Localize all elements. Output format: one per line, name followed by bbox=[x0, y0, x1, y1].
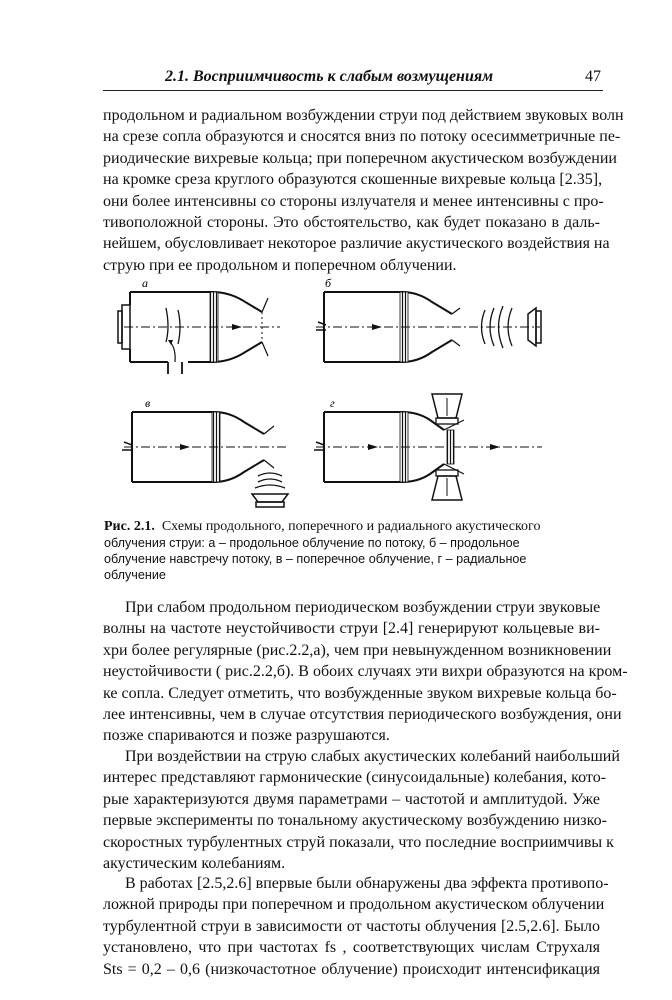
panel-v-diagram bbox=[122, 396, 288, 507]
panel-label-v: в bbox=[145, 396, 151, 410]
text-line: тивоположной стороны. Это обстоятельство, как будет показано в даль- bbox=[103, 214, 600, 232]
text-line: нейшем, обусловливает некоторое различие акустического воздействия на bbox=[103, 235, 610, 253]
text-line: на кромке среза круглого образуются скошенные вихревые кольца [2.35], bbox=[103, 171, 603, 189]
text-line: риодические вихревые кольца; при поперечном акустическом возбуждении bbox=[103, 149, 617, 167]
text-line: При слабом продольном периодическом возбуждении струи звуковые bbox=[125, 599, 601, 616]
paragraph-intro bbox=[103, 105, 624, 276]
paragraph-3 bbox=[103, 746, 620, 874]
text-line: волны на частоте неустойчивости струи [2.4] генерируют кольцевые ви- bbox=[103, 620, 600, 638]
text-line: они более интенсивны со стороны излучателя и менее интенсивны с про- bbox=[103, 192, 604, 210]
text-line: лее интенсивны, чем в случае отсутствия периодического возбуждения, они bbox=[103, 706, 622, 724]
running-title: 2.1. Восприимчивость к слабым возмущениям bbox=[165, 68, 494, 85]
caption-line: облучение навстречу потоку, в – поперечное облучение, г – радиальное bbox=[104, 552, 527, 566]
figure-caption bbox=[104, 518, 600, 583]
caption-label: Рис. 2.1. bbox=[104, 519, 155, 534]
text-line: первые эксперименты по тональному акустическому возбуждению низко- bbox=[103, 812, 607, 830]
text-line: турбулентной струи в зависимости от частоты облучения [2.5,2.6]. Было bbox=[103, 917, 600, 935]
panel-label-b: б bbox=[325, 276, 332, 290]
figure-2-1 bbox=[110, 270, 565, 510]
caption-line: облучение bbox=[104, 568, 166, 582]
paragraph-2 bbox=[103, 597, 628, 747]
paragraph-4 bbox=[103, 873, 609, 980]
text-line: продольном и радиальном возбуждении струи под действием звуковых волн bbox=[103, 107, 624, 124]
text-line: интерес представляют гармонические (синусоидальные) колебания, кото- bbox=[103, 769, 607, 787]
text-line: скоростных турбулентных струй показали, что последние восприимчивы к bbox=[103, 833, 614, 851]
page-number: 47 bbox=[585, 68, 601, 85]
panel-label-g: г bbox=[330, 396, 335, 410]
panel-label-a: а bbox=[142, 276, 148, 290]
caption-line: Схемы продольного, поперечного и радиального акустического bbox=[161, 519, 541, 534]
running-header bbox=[103, 64, 603, 91]
text-line: струю при ее продольном и поперечном облучении. bbox=[103, 256, 457, 274]
text-line: акустическим колебаниям. bbox=[103, 855, 286, 873]
text-line: ке сопла. Следует отметить, что возбужденные звуком вихревые кольца бо- bbox=[103, 684, 617, 702]
text-line: позже спариваются и позже разрушаются. bbox=[103, 727, 390, 745]
text-line: В работах [2.5,2.6] впервые были обнаружены два эффекта противопо- bbox=[125, 875, 609, 892]
text-line: установлено, что при частотах fs , соответствующих числам Струхаля bbox=[103, 939, 600, 957]
panel-g-diagram bbox=[314, 394, 542, 500]
panel-a-diagram bbox=[118, 276, 280, 374]
text-line: хри более регулярные (рис.2.2,а), чем при невынужденном возникновении bbox=[103, 641, 612, 659]
caption-line: облучения струи: а – продольное облучение по потоку, б – продольное bbox=[104, 536, 520, 550]
text-line: неустойчивости ( рис.2.2,б). В обоих случаях эти вихри образуются на кром- bbox=[103, 663, 628, 681]
text-line: При воздействии на струю слабых акустических колебаний наибольший bbox=[125, 748, 620, 765]
panel-b-diagram bbox=[316, 276, 541, 362]
text-line: Sts = 0,2 – 0,6 (низкочастотное облучение) происходит интенсификация bbox=[103, 960, 600, 978]
text-line: ложной природы при поперечном и продольном акустическом облучении bbox=[103, 896, 605, 914]
text-line: рые характеризуются двумя параметрами – частотой и амплитудой. Уже bbox=[103, 790, 600, 808]
text-line: на срезе сопла образуются и сносятся вниз по потоку осесимметричные пе- bbox=[103, 128, 621, 146]
